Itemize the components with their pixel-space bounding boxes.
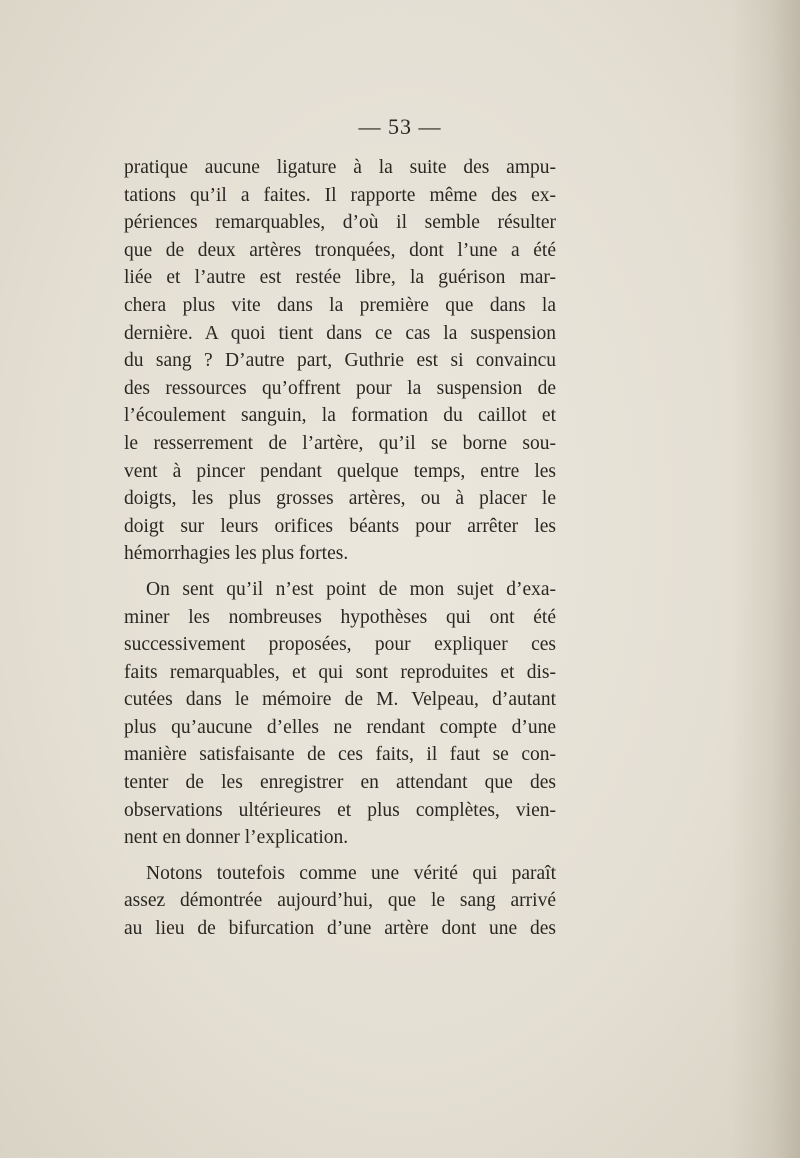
body-text [124, 154, 556, 943]
text-line: miner les nombreuses hypothèses qui ont été [124, 606, 556, 628]
text-line: nent en donner l’explication. [124, 827, 349, 849]
text-line: successivement proposées, pour expliquer ces [124, 634, 556, 656]
text-line: doigts, les plus grosses artères, ou à placer le [124, 488, 556, 510]
paragraph-2 [124, 576, 556, 852]
page-edge-shadow [730, 0, 800, 1158]
text-line: observations ultérieures et plus complètes, vien- [124, 799, 556, 821]
text-line: doigt sur leurs orifices béants pour arrêter les [124, 515, 556, 537]
text-line: que de deux artères tronquées, dont l’une a été [124, 239, 556, 261]
text-line: l’écoulement sanguin, la formation du caillot et [124, 405, 556, 427]
text-line: faits remarquables, et qui sont reproduites et dis- [124, 661, 556, 683]
text-line: le resserrement de l’artère, qu’il se borne sou- [124, 432, 556, 454]
text-line: périences remarquables, d’où il semble résulter [124, 212, 556, 234]
text-line: Notons toutefois comme une vérité qui paraît [146, 862, 556, 884]
text-line: chera plus vite dans la première que dans la [124, 294, 556, 316]
text-line: au lieu de bifurcation d’une artère dont une des [124, 918, 556, 940]
text-line: plus qu’aucune d’elles ne rendant compte d’une [124, 716, 556, 738]
text-line: du sang ? D’autre part, Guthrie est si convaincu [124, 350, 556, 372]
text-line: hémorrhagies les plus fortes. [124, 543, 349, 565]
page-number: — 53 — [358, 114, 442, 139]
text-line: assez démontrée aujourd’hui, que le sang arrivé [124, 890, 556, 912]
paragraph-1 [124, 154, 556, 568]
text-line: tenter de les enregistrer en attendant que des [124, 772, 556, 794]
text-line: On sent qu’il n’est point de mon sujet d’exa- [146, 578, 556, 600]
text-line: manière satisfaisante de ces faits, il faut se con- [124, 744, 556, 766]
text-line: liée et l’autre est restée libre, la guérison mar- [124, 267, 556, 289]
text-line: des ressources qu’offrent pour la suspension de [124, 377, 556, 399]
text-line: cutées dans le mémoire de M. Velpeau, d’autant [124, 689, 556, 711]
text-line: tations qu’il a faites. Il rapporte même des ex- [124, 184, 556, 206]
text-line: dernière. A quoi tient dans ce cas la suspension [124, 322, 556, 344]
text-line: pratique aucune ligature à la suite des ampu- [124, 157, 556, 178]
paragraph-3 [124, 860, 556, 943]
text-line: vent à pincer pendant quelque temps, entre les [124, 460, 556, 482]
